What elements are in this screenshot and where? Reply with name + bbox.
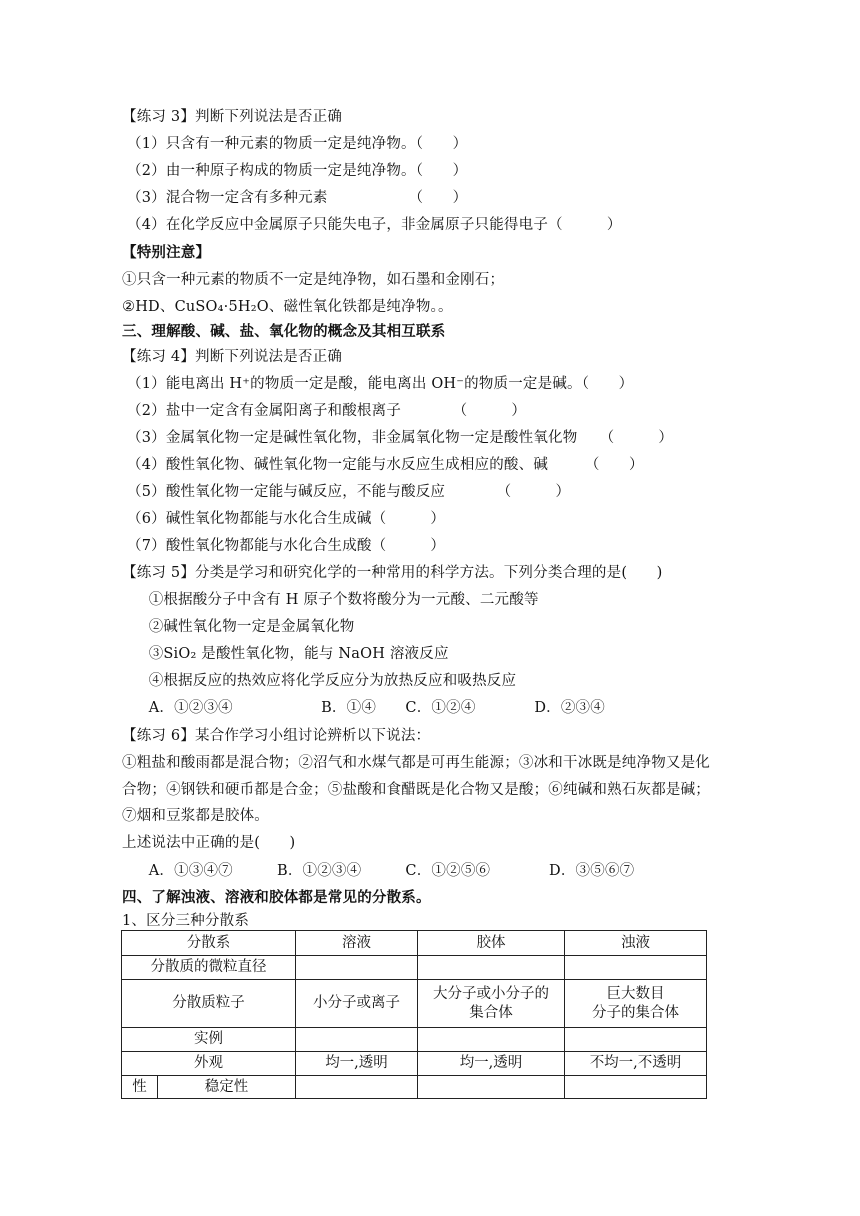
table-cell: [296, 1028, 418, 1052]
table-cell: 不均一,不透明: [565, 1052, 707, 1076]
table-header-cell: 溶液: [296, 931, 418, 956]
practice-4-item-1: （1）能电离出 H⁺的物质一定是酸，能电离出 OH⁻的物质一定是碱。（ ）: [127, 376, 634, 392]
practice-3-item-2: （2）由一种原子构成的物质一定是纯净物。（ ）: [127, 163, 468, 179]
practice-5-option-2: ②碱性氧化物一定是金属氧化物: [134, 619, 355, 635]
practice-4-item-5: （5）酸性氧化物一定能与碱反应，不能与酸反应 （ ）: [127, 484, 571, 500]
subsection-1-title: 1、区分三种分散系: [122, 913, 250, 929]
table-cell: 小分子或离子: [296, 980, 418, 1028]
table-cell: [565, 956, 707, 980]
table-cell: [418, 956, 565, 980]
table-cell: [418, 1076, 565, 1099]
special-note-1: ①只含一种元素的物质不一定是纯净物，如石墨和金刚石；: [122, 272, 505, 288]
table-cell: [565, 1076, 707, 1099]
practice-4-title: 【练习 4】判断下列说法是否正确: [122, 349, 343, 365]
table-row: [122, 1028, 707, 1052]
practice-4-item-7: （7）酸性氧化物都能与水化合生成酸（ ）: [127, 538, 446, 554]
table-header-cell: 胶体: [418, 931, 565, 956]
table-cell: 分散质的微粒直径: [122, 956, 296, 980]
practice-5-choices: A．①②③④ B．①④ C．①②④ D．②③④: [134, 700, 605, 716]
table-cell: 均一,透明: [418, 1052, 565, 1076]
practice-5-option-4: ④根据反应的热效应将化学反应分为放热反应和吸热反应: [134, 673, 517, 689]
practice-6-text-2: 合物；④钢铁和硬币都是合金；⑤盐酸和食醋既是化合物又是酸；⑥纯碱和熟石灰都是碱；: [122, 782, 710, 798]
practice-5-title: 【练习 5】分类是学习和研究化学的一种常用的科学方法。下列分类合理的是( ): [122, 565, 663, 581]
practice-5-option-3: ③SiO₂ 是酸性氧化物，能与 NaOH 溶液反应: [134, 646, 449, 662]
practice-6-title: 【练习 6】某合作学习小组讨论辨析以下说法：: [122, 728, 431, 744]
table-cell: 外观: [122, 1052, 296, 1076]
practice-6-text-1: ①粗盐和酸雨都是混合物；②沼气和水煤气都是可再生能源；③冰和干冰既是纯净物又是化: [122, 755, 710, 771]
special-note-2: ②HD、CuSO₄·5H₂O、磁性氧化铁都是纯净物。。: [122, 299, 453, 315]
table-header-cell: 浊液: [565, 931, 707, 956]
practice-3-item-4: （4）在化学反应中金属原子只能失电子，非金属原子只能得电子（ ）: [127, 217, 622, 233]
table-cell: 实例: [122, 1028, 296, 1052]
practice-6-text-3: ⑦烟和豆浆都是胶体。: [122, 808, 269, 824]
practice-6-choices: A．①③④⑦ B．①②③④ C．①②⑤⑥ D．③⑤⑥⑦: [134, 863, 635, 879]
practice-4-item-6: （6）碱性氧化物都能与水化合生成碱（ ）: [127, 511, 446, 527]
table-cell: [565, 1028, 707, 1052]
section-4-heading: 四、了解浊液、溶液和胶体都是常见的分散系。: [122, 889, 431, 906]
table-cell: 分散质粒子: [122, 980, 296, 1028]
dispersion-system-table: [121, 930, 707, 1099]
table-row: [122, 980, 707, 1028]
table-cell: 巨大数目 分子的集合体: [565, 980, 707, 1028]
table-row: [122, 931, 707, 956]
table-cell: [296, 956, 418, 980]
practice-3-item-3: （3）混合物一定含有多种元素 （ ）: [127, 190, 468, 206]
table-cell: 性: [122, 1076, 158, 1099]
table-cell: [418, 1028, 565, 1052]
table-row: [122, 1076, 707, 1099]
section-3-heading: 三、理解酸、碱、盐、氧化物的概念及其相互联系: [122, 323, 446, 340]
practice-4-item-3: （3）金属氧化物一定是碱性氧化物，非金属氧化物一定是酸性氧化物 （ ）: [127, 430, 674, 446]
table-cell: 均一,透明: [296, 1052, 418, 1076]
table-cell: 稳定性: [158, 1076, 296, 1099]
table-cell: [296, 1076, 418, 1099]
practice-4-item-2: （2）盐中一定含有金属阳离子和酸根离子 （ ）: [127, 403, 527, 419]
table-row: [122, 956, 707, 980]
special-note-title: 【特别注意】: [122, 244, 211, 261]
table-header-cell: 分散系: [122, 931, 296, 956]
table-cell: 大分子或小分子的 集合体: [418, 980, 565, 1028]
practice-5-option-1: ①根据酸分子中含有 H 原子个数将酸分为一元酸、二元酸等: [134, 592, 539, 608]
practice-4-item-4: （4）酸性氧化物、碱性氧化物一定能与水反应生成相应的酸、碱 （ ）: [127, 457, 644, 473]
practice-3-title: 【练习 3】判断下列说法是否正确: [122, 109, 343, 125]
practice-6-question: 上述说法中正确的是( ): [122, 835, 296, 851]
practice-3-item-1: （1）只含有一种元素的物质一定是纯净物。（ ）: [127, 136, 468, 152]
table-row: [122, 1052, 707, 1076]
